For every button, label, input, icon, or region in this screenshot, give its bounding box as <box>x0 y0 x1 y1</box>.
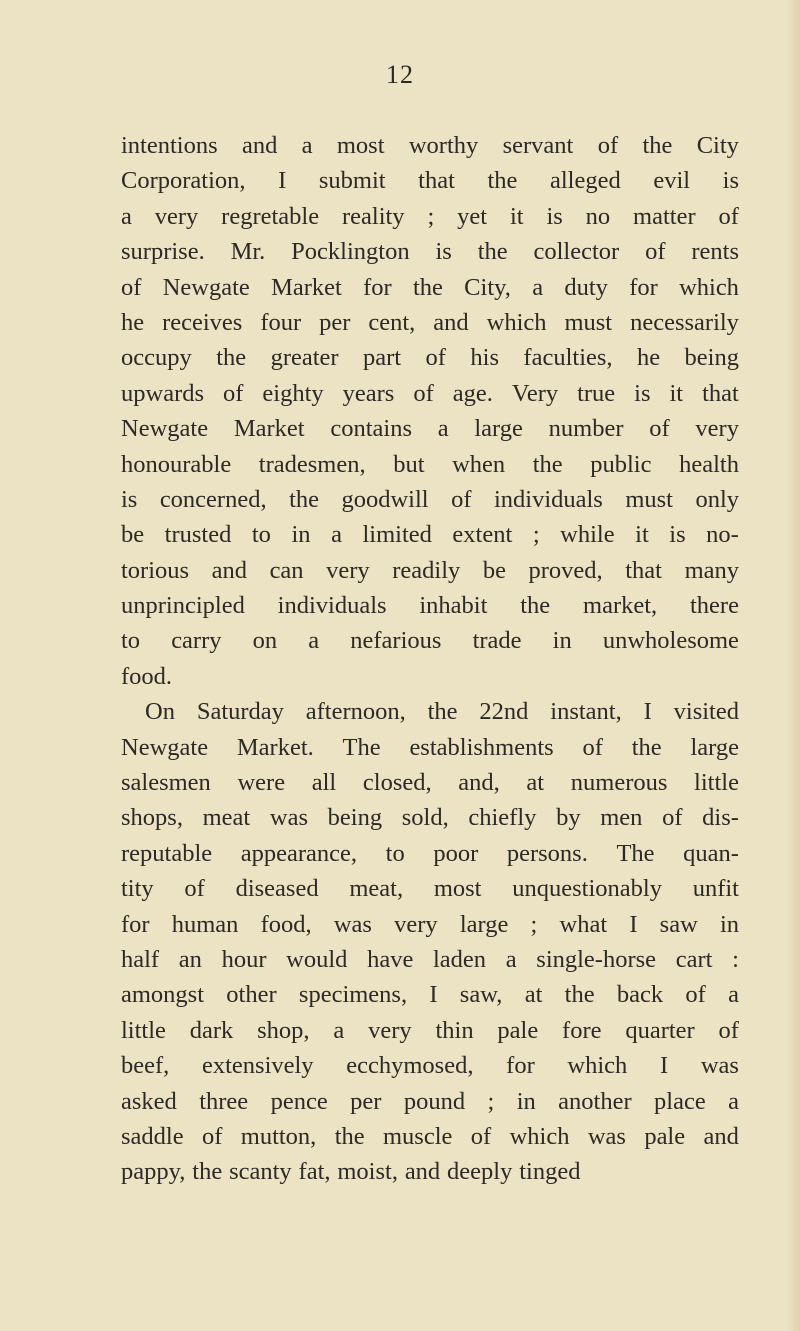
text-line: tity of diseased meat, most unquestionably unfit <box>121 875 739 903</box>
text-line: for human food, was very large ; what I saw in <box>121 910 739 938</box>
text-line: Newgate Market contains a large number of very <box>121 415 739 443</box>
text-line: occupy the greater part of his faculties, he being <box>121 344 739 372</box>
text-line: beef, extensively ecchymosed, for which I was <box>121 1052 739 1080</box>
text-line: salesmen were all closed, and, at numerous little <box>121 769 739 797</box>
text-line: little dark shop, a very thin pale fore quarter of <box>121 1016 739 1044</box>
page-edge-shadow <box>786 0 800 1331</box>
text-line: honourable tradesmen, but when the public health <box>121 450 739 478</box>
text-line: pappy, the scanty fat, moist, and deeply tinged <box>121 1158 581 1186</box>
paragraph <box>121 128 739 694</box>
text-line: reputable appearance, to poor persons. The quan- <box>121 839 739 867</box>
text-line: Newgate Market. The establishments of the large <box>121 733 739 761</box>
page-number: 12 <box>386 60 414 89</box>
text-line: is concerned, the goodwill of individuals must only <box>121 485 739 513</box>
text-line: surprise. Mr. Pocklington is the collector of rents <box>121 238 739 266</box>
text-line: to carry on a nefarious trade in unwholesome <box>121 627 739 655</box>
text-line: be trusted to in a limited extent ; while it is no- <box>121 521 739 549</box>
text-line: of Newgate Market for the City, a duty for which <box>121 273 739 301</box>
text-line: unprincipled individuals inhabit the market, there <box>121 592 739 620</box>
paragraph <box>121 694 739 1189</box>
text-line: amongst other specimens, I saw, at the back of a <box>121 981 739 1009</box>
text-line: asked three pence per pound ; in another place a <box>121 1087 739 1115</box>
text-line: intentions and a most worthy servant of the City <box>121 132 739 159</box>
text-line: half an hour would have laden a single-horse cart : <box>121 945 739 973</box>
text-line: On Saturday afternoon, the 22nd instant, I visited <box>145 698 739 726</box>
text-line: Corporation, I submit that the alleged evil is <box>121 167 739 195</box>
text-line: shops, meat was being sold, chiefly by men of dis- <box>121 804 739 832</box>
body-text <box>121 128 739 1190</box>
text-line: food. <box>121 662 173 690</box>
text-line: torious and can very readily be proved, that many <box>121 556 739 584</box>
text-line: he receives four per cent, and which must necessarily <box>121 308 739 336</box>
text-line: upwards of eighty years of age. Very true is it that <box>121 379 739 407</box>
text-line: a very regretable reality ; yet it is no matter of <box>121 202 739 230</box>
text-line: saddle of mutton, the muscle of which was pale and <box>121 1122 739 1150</box>
